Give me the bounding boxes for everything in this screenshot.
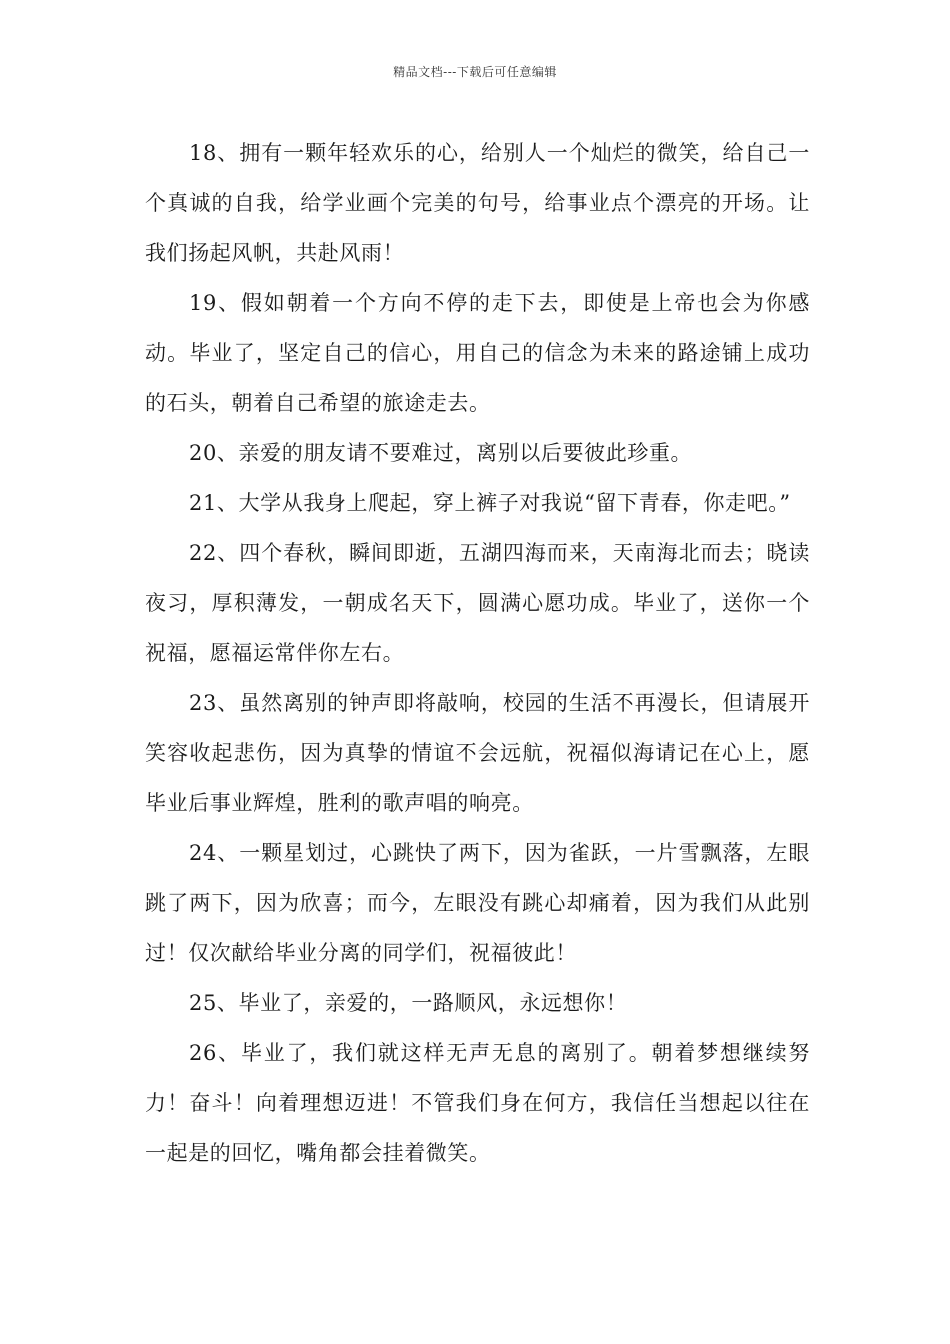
paragraph-23: 23、虽然离别的钟声即将敲响，校园的生活不再漫长，但请展开笑容收起悲伤，因为真挚的情谊不会远航，祝福似海请记在心上，愿毕业后事业辉煌，胜利的歌声唱的响亮。	[145, 691, 810, 815]
paragraph-20: 20、亲爱的朋友请不要难过，离别以后要彼此珍重。	[189, 441, 693, 465]
paragraph-21: 21、大学从我身上爬起，穿上裤子对我说“留下青春，你走吧。”	[189, 491, 791, 515]
paragraph-26: 26、毕业了，我们就这样无声无息的离别了。朝着梦想继续努力！奋斗！向着理想迈进！不管我们身在何方，我信任当想起以往在一起是的回忆，嘴角都会挂着微笑。	[145, 1041, 810, 1165]
page-header: 精品文档---下载后可任意编辑	[393, 65, 557, 79]
document-body	[145, 128, 810, 1178]
paragraph-19: 19、假如朝着一个方向不停的走下去，即使是上帝也会为你感动。毕业了，坚定自己的信心，用自己的信念为未来的路途铺上成功的石头，朝着自己希望的旅途走去。	[145, 291, 810, 415]
paragraph-18: 18、拥有一颗年轻欢乐的心，给别人一个灿烂的微笑，给自己一个真诚的自我，给学业画个完美的句号，给事业点个漂亮的开场。让我们扬起风帆，共赴风雨！	[145, 141, 810, 265]
paragraph-24: 24、一颗星划过，心跳快了两下，因为雀跃，一片雪飘落，左眼跳了两下，因为欣喜；而今，左眼没有跳心却痛着，因为我们从此别过！仅次献给毕业分离的同学们，祝福彼此！	[145, 841, 810, 965]
paragraph-25: 25、毕业了，亲爱的，一路顺风，永远想你！	[189, 991, 628, 1015]
paragraph-22: 22、四个春秋，瞬间即逝，五湖四海而来，天南海北而去；晓读夜习，厚积薄发，一朝成名天下，圆满心愿功成。毕业了，送你一个祝福，愿福运常伴你左右。	[145, 541, 810, 665]
